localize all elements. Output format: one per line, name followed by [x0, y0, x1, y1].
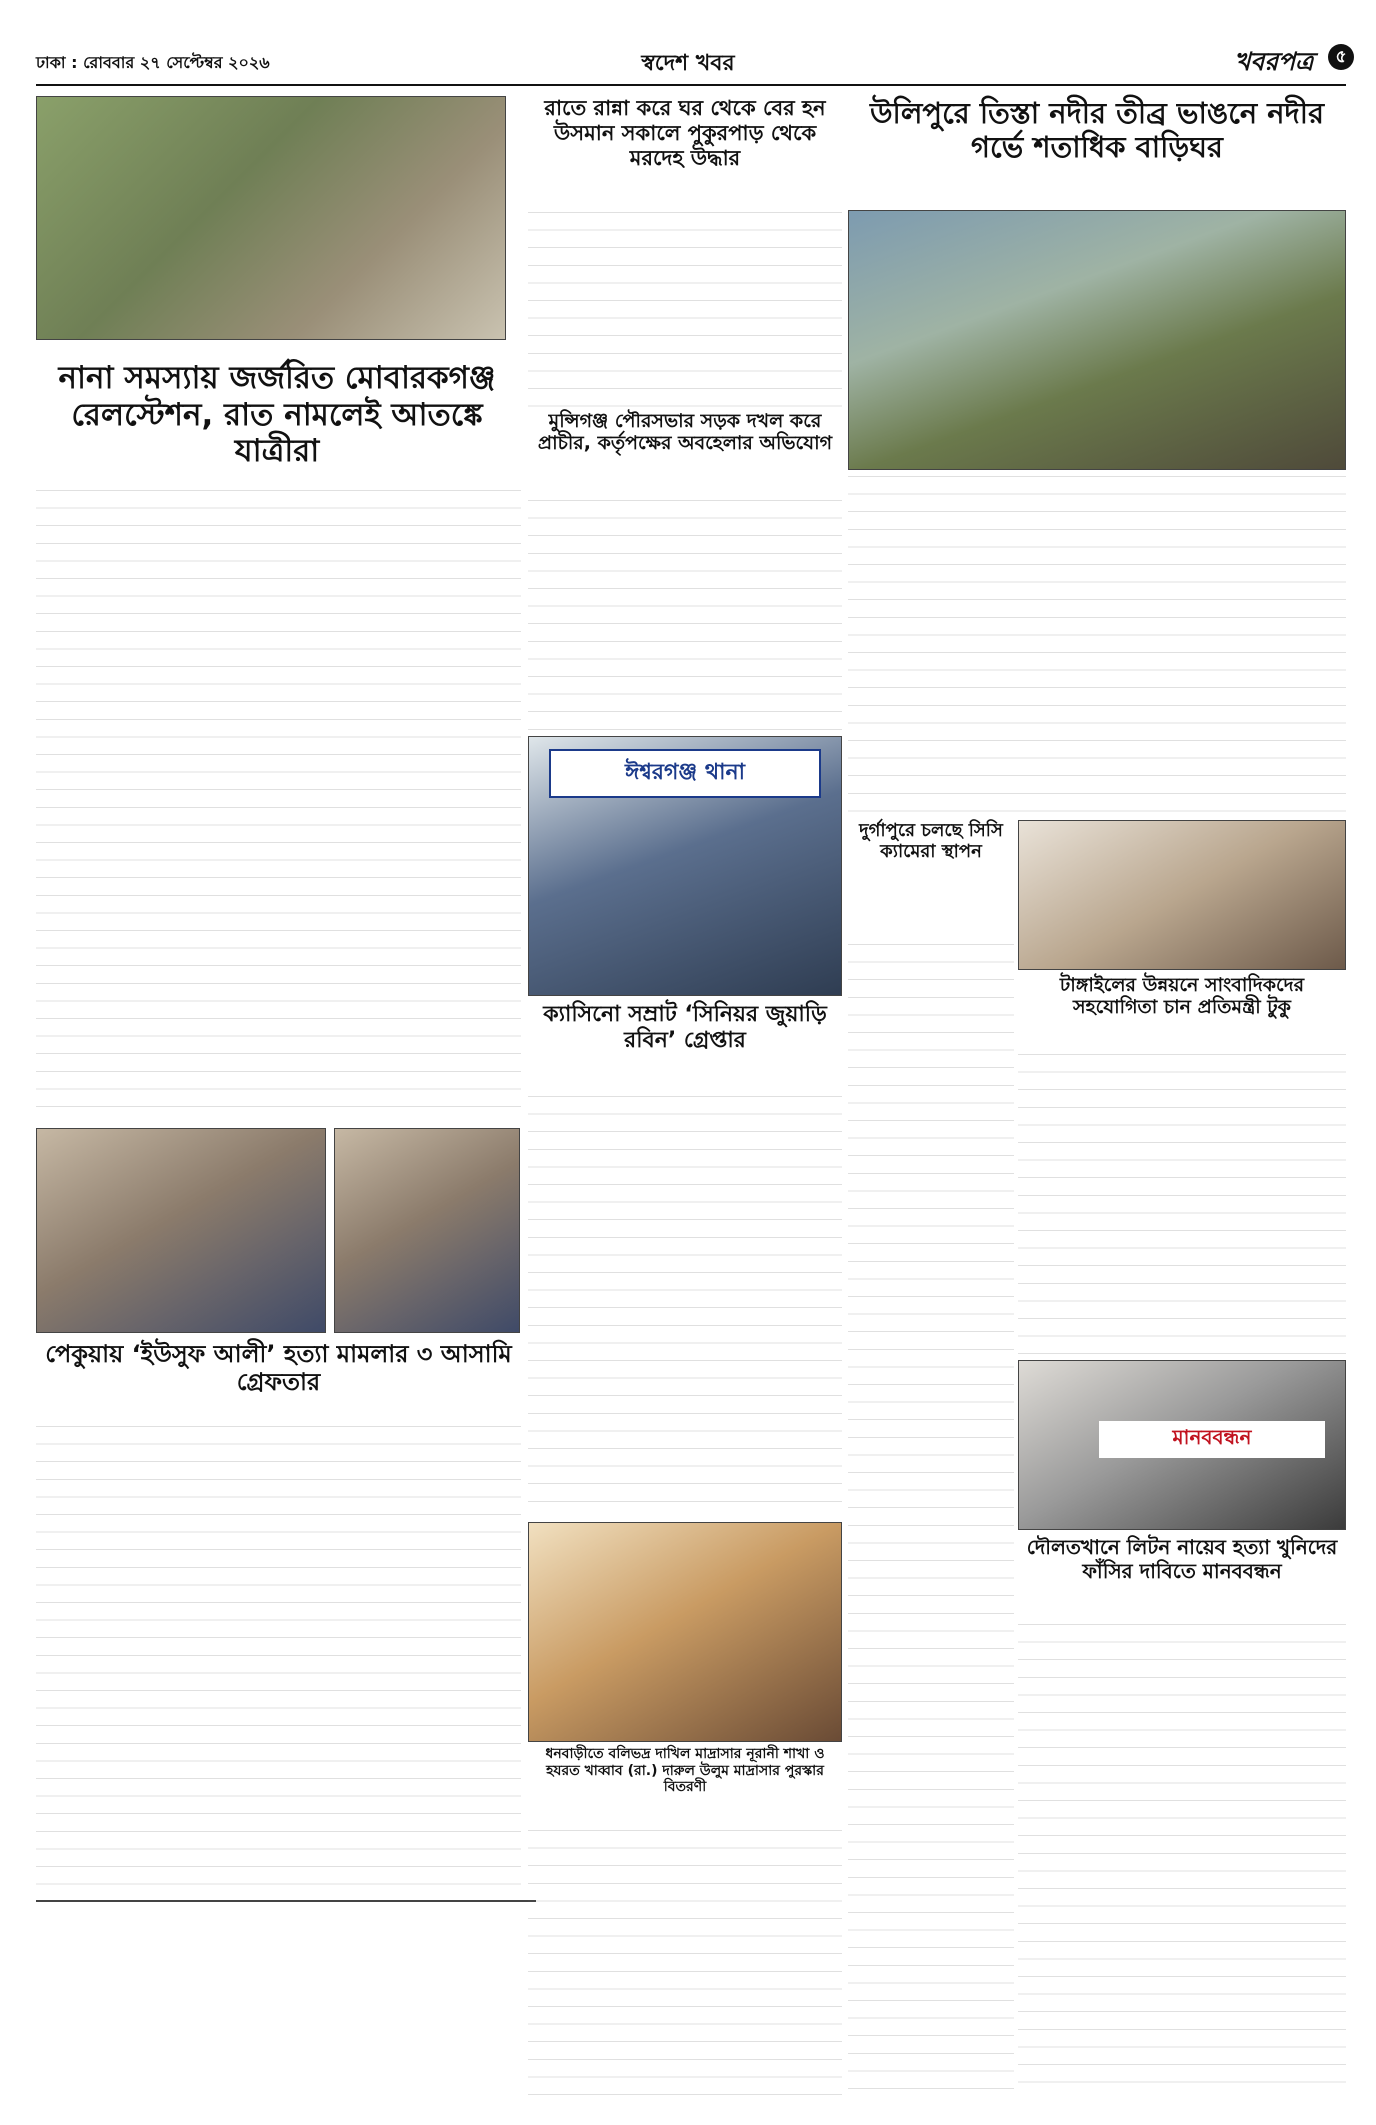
daulatkhan-headline-box [1018, 1536, 1346, 1620]
teesta-erosion-photo [848, 210, 1346, 470]
pekua-headline: পেকুয়ায় ‘ইউসুফ আলী’ হত্যা মামলার ৩ আসামি গ্রেফতার [45, 1340, 512, 1397]
tangail-meeting-photo [1018, 820, 1346, 970]
section-title: স্বদেশ খবর [641, 51, 735, 76]
durgapur-headline: দুর্গাপুরে চলছে সিসি ক্যামেরা স্থাপন [859, 820, 1003, 863]
tangail-headline-box [1018, 974, 1346, 1050]
ulipur-headline-box [848, 96, 1346, 206]
daulatkhan-article-body [1018, 1624, 1346, 2094]
paper-name: খবরপত্র [1234, 47, 1314, 76]
munshiganj-article-body [528, 500, 842, 730]
ulipur-headline: উলিপুরে তিস্তা নদীর তীব্র ভাঙনে নদীর গর্ভে শতাধিক বাড়িঘর [869, 96, 1325, 165]
railway-station-photo [36, 96, 506, 340]
railway-article-body [36, 490, 521, 1120]
badalgachi-photo [36, 1900, 536, 1902]
tangail-headline: টাঙ্গাইলের উন্নয়নে সাংবাদিকদের সহযোগিতা চান প্রতিমন্ত্রী টুকু [1059, 974, 1305, 1019]
paper-logo [1234, 40, 1354, 80]
masthead-rule [36, 84, 1346, 86]
daulatkhan-protest-photo [1018, 1360, 1346, 1530]
tangail-article-body [1018, 1054, 1346, 1354]
railway-headline-box [28, 352, 526, 480]
protest-banner: মানববন্ধন [1099, 1421, 1325, 1458]
casino-headline: ক্যাসিনো সম্রাট ‘সিনিয়র জুয়াড়ি রবিন’ গ্রেপ্তার [543, 1002, 827, 1053]
munshiganj-headline: মুন্সিগঞ্জ পৌরসভার সড়ক দখল করে প্রাচীর, কর্তৃপক্ষের অবহেলার অভিযোগ [537, 410, 833, 455]
masthead [0, 0, 1376, 90]
dhanbari-headline: ধনবাড়ীতে বলিভদ্র দাখিল মাদ্রাসার নূরানী শাখা ও হযরত খাব্বাব (রা.) দারুল উলুম মাদ্রাসার পুরস্কার বিতরণী [545, 1746, 825, 1796]
ishwarganj-police-photo [528, 736, 842, 996]
casino-article-body [528, 1096, 842, 1516]
pekua-photo [36, 1128, 326, 1333]
dateline: ঢাকা : রোববার ২৭ সেপ্টেম্বর ২০২৬ [36, 53, 270, 72]
usman-article-body [528, 212, 842, 408]
pekua-headline-box [36, 1340, 521, 1420]
dhanbari-headline-box [528, 1746, 842, 1826]
dhanbari-photo [528, 1522, 842, 1742]
ulipur-article-body [848, 476, 1346, 816]
page-number: ৫ [1328, 44, 1354, 70]
railway-headline: নানা সমস্যায় জর্জরিত মোবারকগঞ্জ রেলস্টেশন, রাত নামলেই আতঙ্কে যাত্রীরা [58, 360, 496, 470]
usman-headline-box [528, 96, 842, 206]
durgapur-headline-box [848, 820, 1014, 940]
pekua-photo-2 [334, 1128, 520, 1333]
durgapur-article-body [848, 944, 1014, 2094]
casino-headline-box [528, 1002, 842, 1092]
dhanbari-article-body [528, 1830, 842, 2100]
police-sign: ঈশ্বরগঞ্জ থানা [549, 749, 821, 798]
pekua-article-body [36, 1426, 521, 1896]
munshiganj-headline-box [528, 410, 842, 496]
usman-headline: রাতে রান্না করে ঘর থেকে বের হন উসমান সকালে পুকুরপাড় থেকে মরদেহ উদ্ধার [544, 96, 826, 170]
daulatkhan-headline: দৌলতখানে লিটন নায়েব হত্যা খুনিদের ফাঁসির দাবিতে মানববন্ধন [1026, 1535, 1338, 1583]
